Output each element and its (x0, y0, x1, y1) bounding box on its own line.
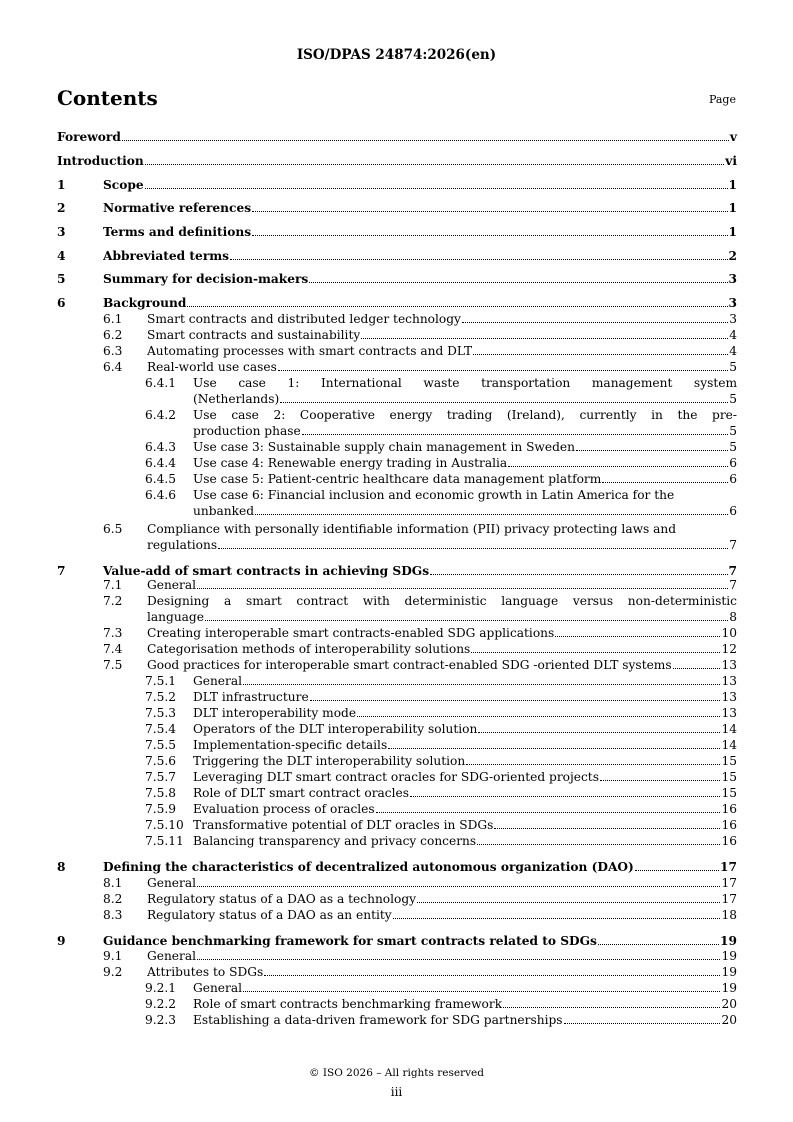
toc-entry-text: Value-add of smart contracts in achieving SDGs (103, 565, 430, 578)
toc-entry-text: Operators of the DLT interoperability solution (193, 723, 478, 736)
dot-leader (602, 481, 728, 483)
toc-entry-clause-6[interactable] (57, 297, 737, 310)
toc-entry-number: 7.5.11 (145, 834, 184, 848)
toc-entry-page: 5 (729, 360, 737, 374)
toc-entry-text: Smart contracts and sustainability (147, 329, 361, 342)
toc-entry-page: 7 (729, 538, 737, 552)
dot-leader (243, 683, 720, 685)
toc-entry-number: 6.4.2 (145, 408, 177, 422)
toc-entry-introduction[interactable] (57, 155, 737, 168)
toc-entry-number: 6.3 (103, 344, 123, 358)
toc-entry-text: Attributes to SDGs (147, 966, 264, 979)
toc-entry-clause-5[interactable] (57, 273, 737, 286)
toc-entry-number: 6.4.3 (145, 440, 177, 454)
toc-entry-page: 5 (729, 392, 737, 406)
toc-entry-6-4[interactable] (103, 361, 737, 374)
toc-entry-8-3[interactable] (103, 909, 737, 922)
dot-leader (503, 1006, 720, 1008)
toc-entry-clause-7[interactable] (57, 565, 737, 578)
toc-entry-number: 9.2.3 (145, 1013, 177, 1027)
toc-entry-text: Role of DLT smart contract oracles (193, 787, 409, 800)
toc-entry-number: 7.5.1 (145, 674, 177, 688)
toc-entry-page: 16 (721, 834, 737, 848)
toc-entry-6-4-1[interactable] (193, 393, 737, 406)
toc-entry-page: 6 (729, 456, 737, 470)
dot-leader (417, 901, 720, 903)
toc-entry-text-line2: (Netherlands) (193, 393, 280, 406)
toc-entry-9-2-1[interactable] (145, 982, 737, 995)
toc-entry-text-line1[interactable]: Compliance with personally identifiable information (PII) privacy protecting laws and (147, 522, 677, 536)
toc-entry-7-5-3[interactable] (145, 707, 737, 720)
toc-entry-6-4-3[interactable] (145, 441, 737, 454)
dot-leader (473, 353, 728, 355)
toc-entry-number: 7.2 (103, 594, 123, 608)
contents-title: Contents (57, 86, 158, 110)
toc-entry-text: Categorisation methods of interoperability solutions (147, 643, 471, 656)
dot-leader (376, 811, 721, 813)
toc-entry-text: General (147, 579, 196, 592)
dot-leader (462, 321, 728, 323)
toc-entry-page: 5 (729, 440, 737, 454)
toc-entry-7-5-9[interactable] (145, 803, 737, 816)
dot-leader (280, 401, 728, 403)
dot-leader (361, 337, 728, 339)
toc-entry-9-2[interactable] (103, 966, 737, 979)
toc-entry-page: 4 (729, 344, 737, 358)
dot-leader (393, 917, 721, 919)
toc-entry-text: General (147, 877, 196, 890)
toc-entry-text: General (147, 950, 196, 963)
toc-entry-number: 6.4.5 (145, 472, 177, 486)
toc-entry-page: v (729, 130, 737, 144)
toc-entry-number: 9 (57, 934, 66, 948)
toc-entry-text: Introduction (57, 155, 144, 168)
toc-entry-foreword[interactable] (57, 131, 737, 144)
toc-entry-page: 19 (721, 949, 737, 963)
toc-entry-text: Scope (103, 179, 144, 192)
dot-leader (598, 943, 719, 945)
toc-entry-page: 10 (721, 626, 737, 640)
dot-leader (309, 281, 727, 283)
toc-entry-text: Implementation-specific details (193, 739, 388, 752)
dot-leader (357, 715, 720, 717)
toc-entry-page: 6 (729, 504, 737, 518)
dot-leader (600, 779, 721, 781)
toc-entry-text: DLT interoperability mode (193, 707, 357, 720)
toc-entry-6-4-5[interactable] (145, 473, 737, 486)
toc-entry-text: DLT infrastructure (193, 691, 309, 704)
toc-entry-number: 9.2.1 (145, 981, 177, 995)
toc-entry-page: 15 (721, 786, 737, 800)
toc-entry-page: 14 (721, 738, 737, 752)
toc-entry-clause-9[interactable] (57, 935, 737, 948)
dot-leader (302, 433, 729, 435)
document-id-header: ISO/DPAS 24874:2026(en) (296, 47, 497, 63)
toc-entry-page: 12 (721, 642, 737, 656)
toc-entry-text: Triggering the DLT interoperability solution (193, 755, 466, 768)
toc-entry-text-line2: regulations (147, 539, 218, 552)
toc-entry-7-5-2[interactable] (145, 691, 737, 704)
toc-entry-7-2[interactable] (147, 611, 737, 624)
toc-entry-number: 7.5.6 (145, 754, 177, 768)
toc-entry-text: Evaluation process of oracles (193, 803, 375, 816)
toc-entry-6-4-4[interactable] (145, 457, 737, 470)
toc-entry-7-5-11[interactable] (145, 835, 737, 848)
toc-entry-text: Role of smart contracts benchmarking framework (193, 998, 503, 1011)
toc-entry-page: 3 (728, 296, 737, 310)
toc-entry-page: 19 (720, 934, 737, 948)
toc-entry-number: 6.4.1 (145, 376, 177, 390)
toc-entry-number: 7.5.3 (145, 706, 177, 720)
toc-entry-number: 7.1 (103, 578, 123, 592)
toc-entry-7-5-7[interactable] (145, 771, 737, 784)
toc-entry-text: Establishing a data-driven framework for SDG partnerships (193, 1014, 563, 1027)
dot-leader (264, 974, 720, 976)
toc-entry-page: vi (725, 154, 737, 168)
toc-entry-8-2[interactable] (103, 893, 737, 906)
toc-entry-page: 20 (721, 1013, 737, 1027)
dot-leader (218, 547, 728, 549)
dot-leader (145, 163, 724, 165)
toc-entry-page: 19 (721, 981, 737, 995)
dot-leader (635, 869, 719, 871)
toc-entry-text-line1[interactable]: Designing a smart contract with deterministic language versus non-deterministic (147, 594, 737, 608)
dot-leader (278, 369, 728, 371)
toc-entry-clause-4[interactable] (57, 250, 737, 263)
dot-leader (205, 619, 728, 621)
toc-entry-text: Use case 3: Sustainable supply chain management in Sweden (193, 441, 575, 454)
toc-entry-number: 6.4.6 (145, 488, 177, 502)
toc-entry-text-line2: language (147, 611, 204, 624)
toc-entry-text: Balancing transparency and privacy concerns (193, 835, 477, 848)
toc-entry-7-5-5[interactable] (145, 739, 737, 752)
toc-entry-number: 8 (57, 860, 66, 874)
toc-entry-page: 7 (729, 578, 737, 592)
toc-entry-7-5[interactable] (103, 659, 737, 672)
page-number: iii (390, 1085, 403, 1099)
toc-entry-page: 14 (721, 722, 737, 736)
dot-leader (145, 187, 728, 189)
toc-entry-text: Leveraging DLT smart contract oracles for SDG-oriented projects (193, 771, 599, 784)
toc-entry-page: 13 (721, 706, 737, 720)
toc-entry-page: 1 (728, 225, 737, 239)
toc-entry-page: 1 (728, 178, 737, 192)
toc-entry-clause-3[interactable] (57, 226, 737, 239)
toc-entry-text-line2: unbanked (193, 505, 255, 518)
toc-entry-number: 9.1 (103, 949, 123, 963)
toc-entry-9-1[interactable] (103, 950, 737, 963)
toc-entry-clause-1[interactable] (57, 179, 737, 192)
toc-entry-page: 7 (728, 564, 737, 578)
toc-entry-text: Foreword (57, 131, 121, 144)
toc-entry-number: 7.5.2 (145, 690, 177, 704)
toc-entry-number: 7.5.8 (145, 786, 177, 800)
dot-leader (555, 635, 720, 637)
toc-entry-number: 8.3 (103, 908, 123, 922)
toc-entry-page: 3 (728, 272, 737, 286)
toc-entry-number: 5 (57, 272, 66, 286)
dot-leader (477, 843, 720, 845)
toc-entry-number: 6.1 (103, 312, 123, 326)
dot-leader (122, 139, 729, 141)
toc-entry-page: 4 (729, 328, 737, 342)
toc-entry-text: Smart contracts and distributed ledger technology (147, 313, 461, 326)
toc-entry-text: General (193, 675, 242, 688)
toc-entry-7-5-10[interactable] (145, 819, 737, 832)
toc-entry-text-line1[interactable]: Use case 1: International waste transportation management system (193, 376, 737, 390)
dot-leader (430, 573, 727, 575)
toc-entry-number: 7.5.10 (145, 818, 184, 832)
toc-entry-text: Use case 5: Patient-centric healthcare data management platform (193, 473, 602, 486)
copyright-notice: © ISO 2026 – All rights reserved (309, 1067, 484, 1079)
toc-entry-page: 15 (721, 754, 737, 768)
toc-entry-text: Terms and definitions (103, 226, 252, 239)
page-column-label: Page (708, 93, 736, 106)
toc-entry-text-line1[interactable]: Use case 2: Cooperative energy trading (Ireland), currently in the pre- (193, 408, 737, 422)
dot-leader (255, 513, 728, 515)
toc-entry-text-line2: production phase (193, 425, 301, 438)
toc-entry-number: 4 (57, 249, 66, 263)
toc-entry-7-5-8[interactable] (145, 787, 737, 800)
dot-leader (576, 449, 728, 451)
toc-entry-6-4-6[interactable] (193, 505, 737, 518)
toc-entry-number: 8.2 (103, 892, 123, 906)
dot-leader (673, 667, 721, 669)
toc-entry-6-1[interactable] (103, 313, 737, 326)
toc-entry-number: 7.4 (103, 642, 123, 656)
toc-entry-text: Real-world use cases (147, 361, 277, 374)
toc-entry-number: 2 (57, 201, 66, 215)
dot-leader (494, 827, 720, 829)
dot-leader (197, 885, 720, 887)
toc-entry-7-5-6[interactable] (145, 755, 737, 768)
toc-entry-number: 6 (57, 296, 66, 310)
toc-entry-page: 3 (729, 312, 737, 326)
toc-entry-page: 15 (721, 770, 737, 784)
dot-leader (471, 651, 720, 653)
toc-entry-page: 8 (729, 610, 737, 624)
toc-entry-number: 6.5 (103, 522, 123, 536)
toc-entry-text: Regulatory status of a DAO as a technology (147, 893, 417, 906)
toc-entry-text: Guidance benchmarking framework for smart contracts related to SDGs (103, 935, 597, 948)
dot-leader (478, 731, 720, 733)
toc-entry-text: Background (103, 297, 187, 310)
toc-entry-7-1[interactable] (103, 579, 737, 592)
toc-entry-number: 7.5 (103, 658, 123, 672)
toc-entry-page: 6 (729, 472, 737, 486)
toc-entry-page: 1 (728, 201, 737, 215)
toc-entry-number: 8.1 (103, 876, 123, 890)
dot-leader (508, 465, 728, 467)
dot-leader (410, 795, 720, 797)
dot-leader (252, 234, 727, 236)
toc-entry-page: 2 (728, 249, 737, 263)
dot-leader (466, 763, 720, 765)
toc-entry-clause-2[interactable] (57, 202, 737, 215)
toc-entry-number: 6.2 (103, 328, 123, 342)
dot-leader (197, 958, 720, 960)
toc-entry-6-5[interactable] (147, 539, 737, 552)
toc-entry-number: 6.4 (103, 360, 123, 374)
toc-entry-page: 19 (721, 965, 737, 979)
toc-entry-clause-8[interactable] (57, 861, 737, 874)
toc-entry-6-2[interactable] (103, 329, 737, 342)
dot-leader (252, 210, 727, 212)
toc-entry-number: 7.5.7 (145, 770, 177, 784)
toc-entry-text: Creating interoperable smart contracts-enabled SDG applications (147, 627, 555, 640)
toc-entry-text-line1[interactable]: Use case 6: Financial inclusion and economic growth in Latin America for the (193, 488, 675, 502)
toc-entry-number: 6.4.4 (145, 456, 177, 470)
toc-entry-number: 1 (57, 178, 66, 192)
dot-leader (388, 747, 720, 749)
toc-entry-number: 7.3 (103, 626, 123, 640)
toc-entry-text: Normative references (103, 202, 252, 215)
dot-leader (230, 258, 728, 260)
toc-entry-number: 7.5.9 (145, 802, 177, 816)
toc-entry-text: Summary for decision-makers (103, 273, 309, 286)
toc-entry-text: Automating processes with smart contracts and DLT (147, 345, 473, 358)
toc-entry-number: 7 (57, 564, 66, 578)
dot-leader (187, 305, 727, 307)
toc-entry-page: 18 (721, 908, 737, 922)
toc-entry-page: 17 (721, 892, 737, 906)
toc-entry-6-3[interactable] (103, 345, 737, 358)
toc-entry-7-5-4[interactable] (145, 723, 737, 736)
toc-entry-number: 3 (57, 225, 66, 239)
toc-entry-number: 9.2 (103, 965, 123, 979)
toc-entry-text: Good practices for interoperable smart contract-enabled SDG -oriented DLT systems (147, 659, 672, 672)
toc-entry-page: 16 (721, 818, 737, 832)
toc-entry-7-5-1[interactable] (145, 675, 737, 688)
toc-entry-page: 13 (721, 658, 737, 672)
dot-leader (197, 587, 728, 589)
toc-entry-page: 5 (729, 424, 737, 438)
toc-entry-page: 17 (720, 860, 737, 874)
toc-entry-text: Use case 4: Renewable energy trading in Australia (193, 457, 508, 470)
toc-entry-number: 7.5.4 (145, 722, 177, 736)
toc-entry-page: 17 (721, 876, 737, 890)
toc-entry-9-2-2[interactable] (145, 998, 737, 1011)
toc-entry-text: Transformative potential of DLT oracles in SDGs (193, 819, 494, 832)
dot-leader (564, 1022, 721, 1024)
dot-leader (243, 990, 720, 992)
toc-entry-page: 16 (721, 802, 737, 816)
toc-entry-9-2-3[interactable] (145, 1014, 737, 1027)
toc-entry-7-3[interactable] (103, 627, 737, 640)
toc-entry-page: 13 (721, 690, 737, 704)
toc-entry-text: Defining the characteristics of decentralized autonomous organization (DAO) (103, 861, 634, 874)
toc-entry-text: General (193, 982, 242, 995)
toc-entry-8-1[interactable] (103, 877, 737, 890)
toc-entry-text: Abbreviated terms (103, 250, 229, 263)
toc-entry-number: 9.2.2 (145, 997, 177, 1011)
toc-entry-page: 13 (721, 674, 737, 688)
toc-entry-6-4-2[interactable] (193, 425, 737, 438)
toc-entry-7-4[interactable] (103, 643, 737, 656)
dot-leader (310, 699, 721, 701)
toc-entry-text: Regulatory status of a DAO as an entity (147, 909, 392, 922)
toc-entry-page: 20 (721, 997, 737, 1011)
toc-entry-number: 7.5.5 (145, 738, 177, 752)
